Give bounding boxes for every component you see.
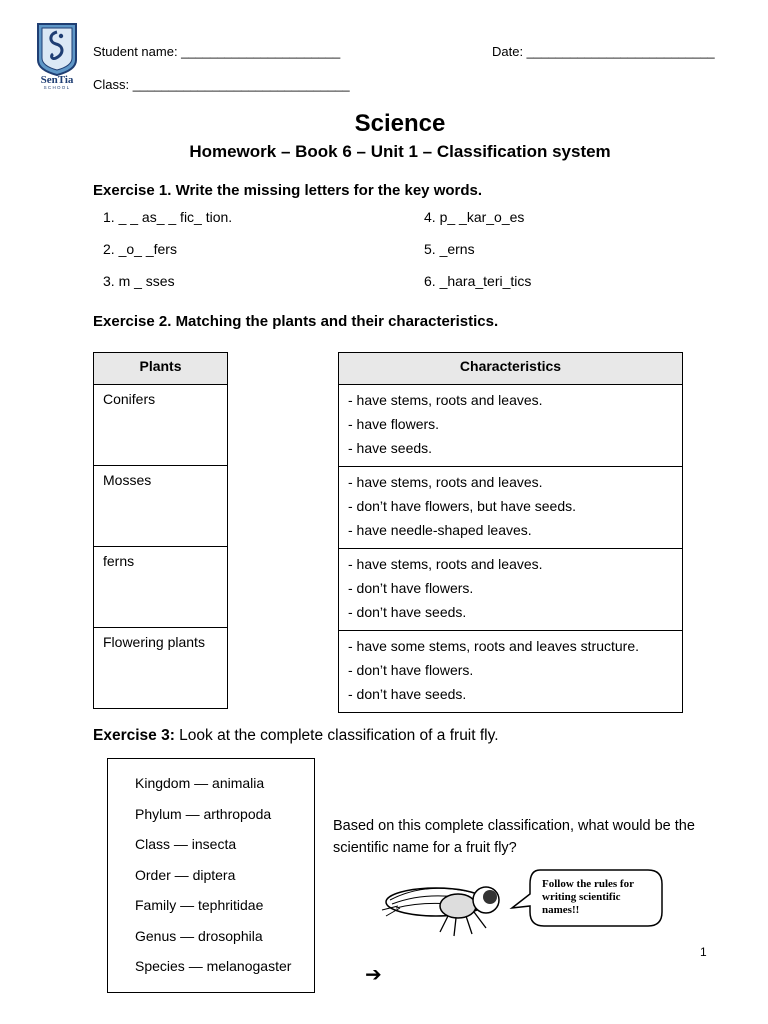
svg-text:SenTia: SenTia xyxy=(40,74,74,86)
classification-line: Species — melanogaster xyxy=(135,958,292,974)
classification-line: Family — tephritidae xyxy=(135,897,264,913)
characteristic-line: - have stems, roots and leaves. xyxy=(348,392,543,408)
characteristic-line: - don’t have flowers, but have seeds. xyxy=(348,498,577,514)
classification-line: Genus — drosophila xyxy=(135,927,263,944)
exercise3-label: Exercise 3: xyxy=(93,727,175,744)
classification-line: Phylum — arthropoda xyxy=(135,805,272,822)
exercise3-instruction: Look at the complete classification of a fruit fly. xyxy=(174,727,499,744)
characteristic-line: - have some stems, roots and leaves structure. xyxy=(348,638,640,654)
characteristic-line: - have flowers. xyxy=(348,416,440,432)
characteristic-line: - don’t have seeds. xyxy=(348,604,467,620)
characteristic-line: - have stems, roots and leaves. xyxy=(348,474,543,490)
plants-table xyxy=(93,352,228,709)
fruit-fly-illustration xyxy=(368,870,518,945)
exercise1-item: 3. m _ sses xyxy=(103,273,175,289)
class-field: Class: ______________________________ xyxy=(93,77,350,92)
school-logo xyxy=(34,20,80,90)
svg-text:SCHOOL: SCHOOL xyxy=(43,85,71,90)
characteristics-header: Characteristics xyxy=(339,353,683,385)
characteristic-line: - don’t have seeds. xyxy=(348,686,467,702)
characteristic-line: - have seeds. xyxy=(348,440,433,456)
characteristics-cell xyxy=(339,631,683,713)
characteristics-cell xyxy=(339,549,683,631)
plant-cell: Conifers xyxy=(94,385,228,466)
exercise3-question: Based on this complete classification, what would be the scientific name for a fruit fly? xyxy=(333,818,695,856)
exercise1-item: 5. _erns xyxy=(424,241,475,257)
characteristic-line: - have needle-shaped leaves. xyxy=(348,522,532,538)
classification-line: Order — diptera xyxy=(135,866,236,883)
plant-cell: Mosses xyxy=(94,466,228,547)
exercise3-title xyxy=(93,727,499,745)
characteristics-cell xyxy=(339,385,683,467)
student-name-field: Student name: ______________________ xyxy=(93,44,341,59)
classification-line: Kingdom — animalia xyxy=(135,775,265,791)
exercise2-title: Exercise 2. Matching the plants and their characteristics. xyxy=(93,313,499,330)
date-field: Date: __________________________ xyxy=(492,44,715,59)
exercise1-title: Exercise 1. Write the missing letters for the key words. xyxy=(93,182,483,199)
classification-line: Class — insecta xyxy=(135,836,237,852)
page-number: 1 xyxy=(700,945,707,959)
page-subtitle: Homework – Book 6 – Unit 1 – Classification system xyxy=(189,142,611,161)
exercise1-item: 6. _hara_teri_tics xyxy=(424,273,532,289)
arrow-icon: ➔ xyxy=(365,964,382,986)
exercise1-item: 1. _ _ as_ _ fic_ tion. xyxy=(103,209,233,225)
speech-bubble-text: Follow the rules for writing scientific names!! xyxy=(542,878,634,916)
page-title: Science xyxy=(354,110,446,137)
characteristics-table xyxy=(338,352,683,713)
characteristic-line: - have stems, roots and leaves. xyxy=(348,556,543,572)
exercise1-item: 4. p_ _kar_o_es xyxy=(424,209,525,225)
plant-cell: ferns xyxy=(94,547,228,628)
characteristics-cell xyxy=(339,467,683,549)
plant-cell: Flowering plants xyxy=(94,628,228,709)
exercise1-item: 2. _o_ _fers xyxy=(103,241,177,257)
speech-bubble xyxy=(508,864,668,934)
classification-box xyxy=(107,758,315,993)
plants-header: Plants xyxy=(94,353,228,385)
characteristic-line: - don’t have flowers. xyxy=(348,662,474,678)
characteristic-line: - don’t have flowers. xyxy=(348,580,474,596)
